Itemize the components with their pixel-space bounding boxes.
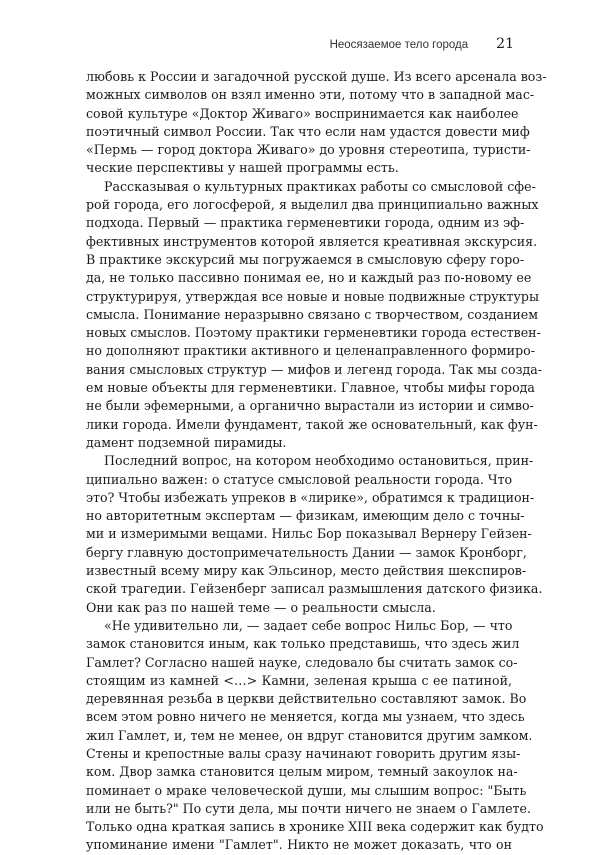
text-line: упоминание имени "Гамлет". Никто не может доказать, что он bbox=[86, 837, 512, 853]
text-line: Они как раз по нашей теме — о реальности смысла. bbox=[86, 599, 436, 615]
text-line: Только одна краткая запись в хронике XIII века содержит как будто bbox=[86, 819, 544, 835]
text-line: рой города, его логосферой, я выделил два принципиально важных bbox=[86, 197, 539, 213]
body-text bbox=[86, 68, 547, 855]
text-line: замок становится иным, как только представишь, что здесь жил bbox=[86, 636, 520, 652]
text-line: ческие перспективы у нашей программы есть. bbox=[86, 160, 399, 176]
text-line: В практике экскурсий мы погружаемся в смысловую сферу горо- bbox=[86, 251, 525, 267]
text-line: Последний вопрос, на котором необходимо остановиться, прин- bbox=[104, 453, 534, 469]
text-line: деревянная резьба в церкви действительно составляют замок. Во bbox=[86, 691, 527, 707]
text-line: ком. Двор замка становится целым миром, темный закоулок на- bbox=[86, 764, 518, 780]
text-line: лики города. Имели фундамент, такой же основательный, как фун- bbox=[86, 416, 538, 432]
text-line: ской трагедии. Гейзенберг записал размышления датского физика. bbox=[86, 581, 543, 597]
running-title: Неосязаемое тело города bbox=[329, 39, 469, 51]
text-line: вания смысловых структур — мифов и легенд города. Так мы созда- bbox=[86, 361, 542, 377]
text-line: Стены и крепостные валы сразу начинают говорить другим язы- bbox=[86, 745, 521, 761]
text-line: «Пермь — город доктора Живаго» до уровня стереотипа, туристи- bbox=[86, 142, 531, 158]
text-line: поэтичный символ России. Так что если нам удастся довести миф bbox=[86, 123, 530, 139]
text-line: Рассказывая о культурных практиках работы со смысловой сфе- bbox=[104, 178, 536, 194]
text-line: ем новые объекты для герменевтики. Главное, чтобы мифы города bbox=[86, 380, 535, 396]
text-line: но дополняют практики активного и целенаправленного формиро- bbox=[86, 343, 535, 359]
text-line: жил Гамлет, и, тем не менее, он вдруг становится другим замком. bbox=[86, 727, 533, 743]
text-line: известный всему миру как Эльсинор, место действия шекспиров- bbox=[86, 563, 527, 579]
text-line: подхода. Первый — практика герменевтики города, одним из эф- bbox=[86, 215, 525, 231]
text-line: да, не только пассивно понимая ее, но и каждый раз по-новому ее bbox=[86, 270, 532, 286]
text-line: новых смыслов. Поэтому практики герменевтики города естествен- bbox=[86, 325, 541, 341]
text-line: можных символов он взял именно эти, потому что в западной мас- bbox=[86, 87, 535, 103]
text-line: ми и измеримыми вещами. Нильс Бор показывал Вернеру Гейзен- bbox=[86, 526, 532, 542]
text-line: дамент подземной пирамиды. bbox=[86, 434, 287, 450]
text-line: всем этом ровно ничего не меняется, когда мы узнаем, что здесь bbox=[86, 709, 525, 725]
text-line: ципиально важен: о статусе смысловой реальности города. Что bbox=[86, 471, 513, 487]
text-line: Гамлет? Согласно нашей науке, следовало бы считать замок со- bbox=[86, 654, 518, 670]
text-line: но авторитетным экспертам — физикам, имеющим дело с точны- bbox=[86, 508, 525, 524]
text-line: совой культуре «Доктор Живаго» воспринимается как наиболее bbox=[86, 105, 519, 121]
text-line: любовь к России и загадочной русской душе. Из всего арсенала воз- bbox=[86, 69, 547, 84]
text-line: структурируя, утверждая все новые и новые подвижные структуры bbox=[86, 288, 539, 304]
text-line: поминает о мраке человеческой души, мы слышим вопрос: "Быть bbox=[86, 782, 527, 798]
text-line: или не быть?" По сути дела, мы почти ничего не знаем о Гамлете. bbox=[86, 800, 531, 816]
text-line: это? Чтобы избежать упреков в «лирике», обратимся к традицион- bbox=[86, 489, 535, 505]
text-line: бергу главную достопримечательность Дании — замок Кронборг, bbox=[86, 544, 527, 560]
text-line: «Не удивительно ли, — задает себе вопрос Нильс Бор, — что bbox=[104, 617, 513, 633]
page-number: 21 bbox=[496, 36, 514, 52]
text-line: смысла. Понимание неразрывно связано с творчеством, созданием bbox=[86, 306, 539, 322]
text-line: фективных инструментов которой является креативная экскурсия. bbox=[86, 233, 538, 249]
text-line: стоящим из камней <…> Камни, зеленая крыша с ее патиной, bbox=[86, 672, 512, 688]
running-header bbox=[86, 36, 514, 52]
text-line: не были эфемерными, а органично вырастали из истории и симво- bbox=[86, 398, 534, 414]
